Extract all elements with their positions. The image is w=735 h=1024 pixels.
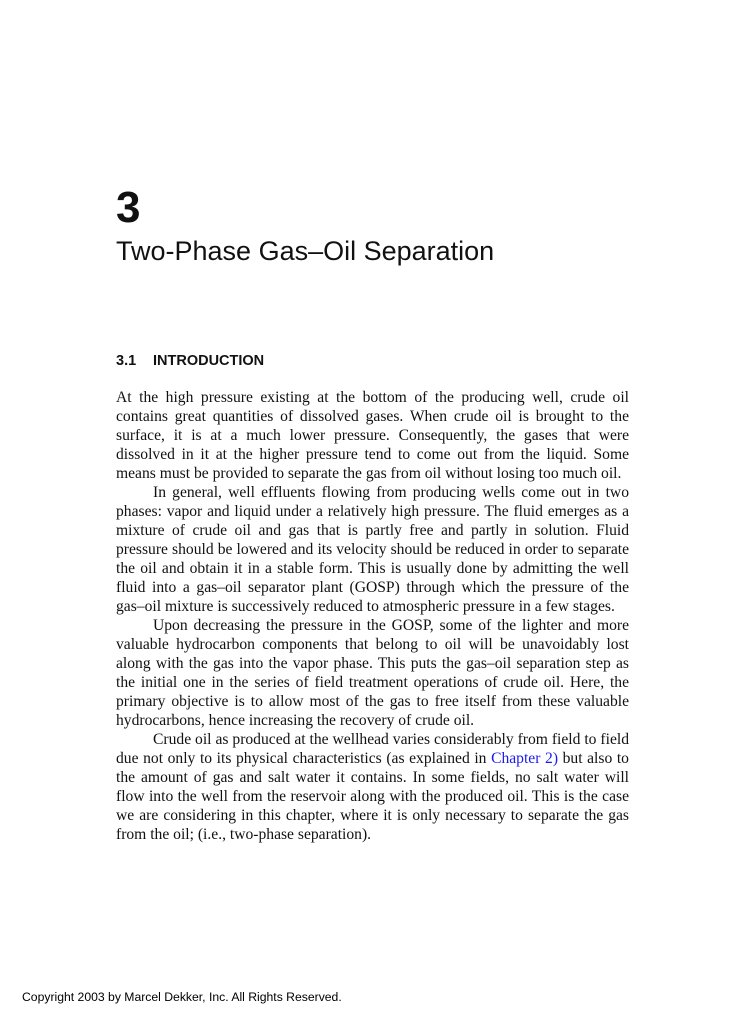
paragraph-3: Upon decreasing the pressure in the GOSP, some of the lighter and more valuable hydrocarbon components that belong to oil will be unavoidably lost along with the gas into the vapor phase. This puts the gas–oil separation step as the initial one in the series of field treatment operations of crude oil. Here, the primary objective is to allow most of the gas to free itself from these valuable hydrocarbons, hence increasing the recovery of crude oil. [116, 617, 629, 729]
copyright-notice: Copyright 2003 by Marcel Dekker, Inc. All Rights Reserved. [22, 990, 342, 1004]
paragraph-4 [116, 730, 629, 844]
section-title: INTRODUCTION [153, 353, 265, 369]
chapter-title: Two-Phase Gas–Oil Separation [116, 236, 495, 266]
paragraph-4-text-end: but also to the amount of gas and salt water it contains. In some fields, no salt water will flow into the well from the reservoir along with the produced oil. This is the case we are considering in this chapter, where it is only necessary to separate the gas from the oil; (i.e., two-phase separation). [116, 750, 629, 843]
paragraph-4-text-start: Crude oil as produced at the wellhead varies considerably from field to field due not only to its physical characteristics (as explained in [116, 731, 629, 767]
paragraph-2: In general, well effluents flowing from producing wells come out in two phases: vapor and liquid under a relatively high pressure. The fluid emerges as a mixture of crude oil and gas that is partly free and partly in solution. Fluid pressure should be lowered and its velocity should be reduced in order to separate the oil and obtain it in a stable form. This is usually done by admitting the well fluid into a gas–oil separator plant (GOSP) through which the pressure of the gas–oil mixture is successively reduced to atmospheric pressure in a few stages. [116, 484, 629, 615]
section-heading [116, 352, 264, 370]
paragraph-1: At the high pressure existing at the bottom of the producing well, crude oil contains great quantities of dissolved gases. When crude oil is brought to the surface, it is at a much lower pressure. Consequently, the gases that were dissolved in it at the higher pressure tend to come out from the liquid. Some means must be provided to separate the gas from oil without losing too much oil. [116, 389, 629, 482]
chapter-2-link[interactable]: Chapter 2) [491, 750, 559, 767]
section-number: 3.1 [116, 353, 137, 369]
body-text [116, 388, 629, 844]
chapter-number: 3 [116, 183, 141, 232]
